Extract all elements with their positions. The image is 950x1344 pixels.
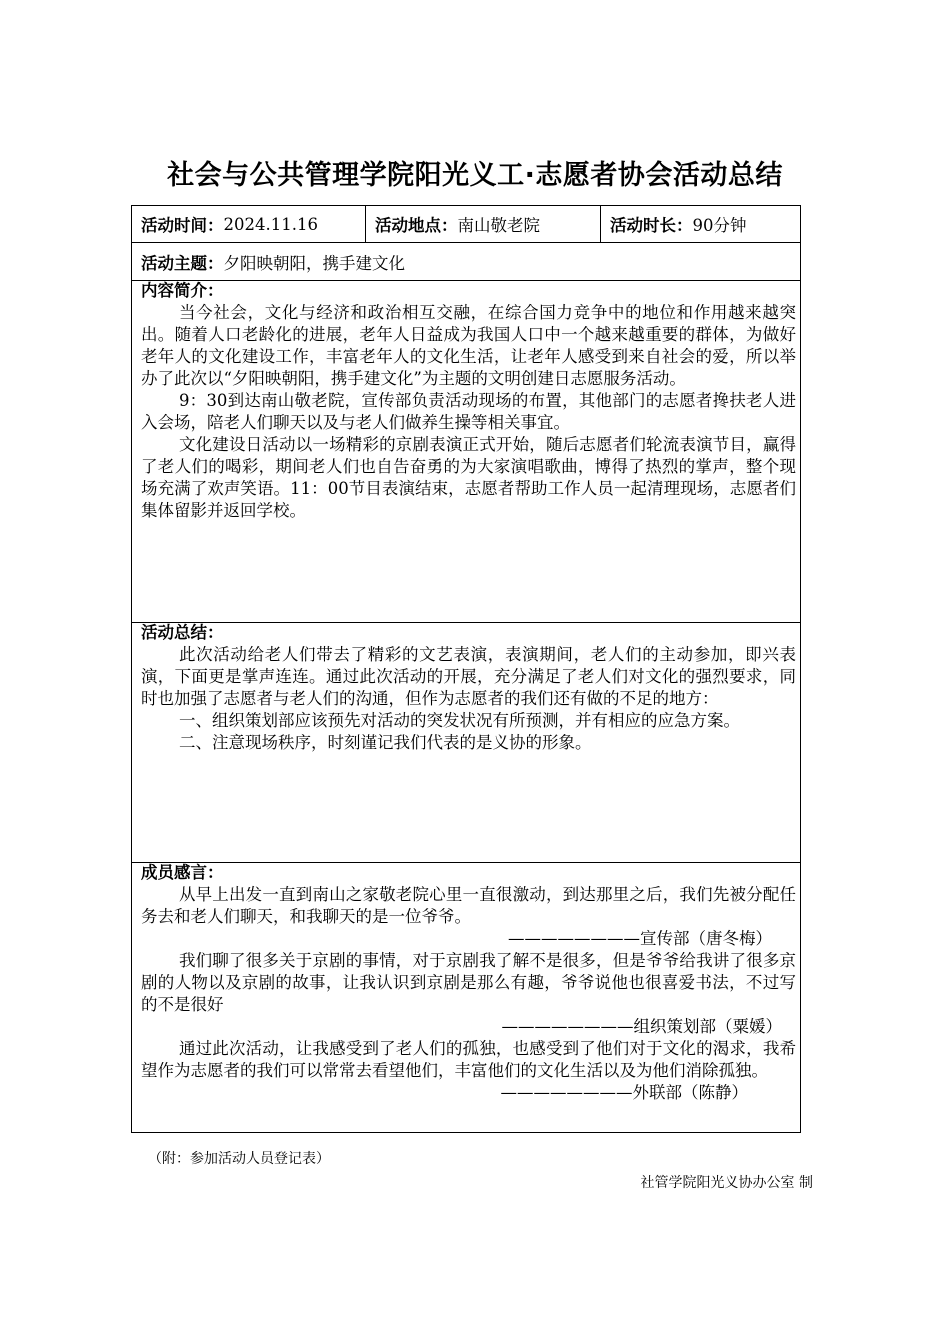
intro-paragraph: 文化建设日活动以一场精彩的京剧表演正式开始，随后志愿者们轮流表演节目，赢得了老人们的喝彩，期间老人们也自告奋勇的为大家演唱歌曲，博得了热烈的掌声，整个现场充满了欢声笑语。11：00节目表演结束，志愿者帮助工作人员一起清理现场，志愿者们集体留影并返回学校。: [141, 435, 796, 520]
intro-paragraph: 当今社会，文化与经济和政治相互交融，在综合国力竞争中的地位和作用越来越突出。随着人口老龄化的进展，老年人日益成为我国人口中一个越来越重要的群体，为做好老年人的文化建设工作，丰富老年人的文化生活，让老年人感受到来自社会的爱，所以举办了此次以“夕阳映朝阳，携手建文化”为主题的文明创建日志愿服务活动。: [141, 303, 796, 388]
theme-cell: [132, 243, 800, 280]
summary-paragraph: 一、组织策划部应该预先对活动的突发状况有所预测，并有相应的应急方案。: [178, 711, 740, 730]
summary-body: [141, 644, 796, 754]
reflection-text: 从早上出发一直到南山之家敬老院心里一直很激动，到达那里之后，我们先被分配任务去和老人们聊天，和我聊天的是一位爷爷。: [141, 885, 796, 926]
reflection-signature: ————————外联部（陈静）: [500, 1083, 748, 1102]
reflection-text: 我们聊了很多关于京剧的事情，对于京剧我了解不是很多，但是爷爷给我讲了很多京剧的人物以及京剧的故事，让我认识到京剧是那么有趣，爷爷说他也很喜爱书法，不过写的不是很好: [141, 951, 796, 1014]
summary-section: [132, 623, 800, 863]
theme-label: 活动主题：: [141, 253, 224, 273]
attachment-note: （附：参加活动人员登记表）: [148, 1151, 330, 1167]
maker-credit: 社管学院阳光义协办公室 制: [640, 1175, 813, 1191]
place-cell: [365, 206, 600, 242]
reflection-signature: ————————宣传部（唐冬梅）: [508, 929, 772, 948]
intro-paragraph: 9：30到达南山敬老院，宣传部负责活动现场的布置，其他部门的志愿者搀扶老人进入会场，陪老人们聊天以及与老人们做养生操等相关事宜。: [141, 391, 796, 432]
place-label: 活动地点：: [375, 216, 458, 235]
reflections-body: [141, 884, 796, 1104]
duration-cell: [600, 206, 800, 242]
time-value: 2024.11.16: [223, 214, 318, 234]
duration-value: 90分钟: [692, 216, 747, 235]
summary-paragraph: 二、注意现场秩序，时刻谨记我们代表的是义协的形象。: [178, 733, 592, 752]
intro-body: [141, 302, 796, 522]
reflections-section: [132, 863, 800, 1133]
activity-summary-form: [131, 205, 801, 1133]
theme-value: 夕阳映朝阳，携手建文化: [223, 253, 405, 273]
intro-label: 内容简介：: [141, 281, 224, 300]
time-cell: [132, 206, 365, 242]
page-title: 社会与公共管理学院阳光义工·志愿者协会活动总结: [167, 160, 783, 191]
summary-paragraph: 此次活动给老人们带去了精彩的文艺表演，表演期间，老人们的主动参加，即兴表演，下面更是掌声连连。通过此次活动的开展，充分满足了老人们对文化的强烈要求，同时也加强了志愿者与老人们的沟通，但作为志愿者的我们还有做的不足的地方：: [141, 645, 796, 708]
time-label: 活动时间：: [141, 216, 224, 235]
reflection-text: 通过此次活动，让我感受到了老人们的孤独，也感受到了他们对于文化的渴求，我希望作为志愿者的我们可以常常去看望他们，丰富他们的文化生活以及为他们消除孤独。: [141, 1039, 796, 1080]
summary-label: 活动总结：: [141, 623, 224, 642]
reflection-signature: ————————组织策划部（粟媛）: [501, 1017, 782, 1036]
info-row: [132, 206, 800, 243]
intro-section: [132, 281, 800, 623]
reflections-label: 成员感言：: [141, 863, 224, 882]
theme-row: [132, 243, 800, 281]
duration-label: 活动时长：: [610, 216, 693, 235]
place-value: 南山敬老院: [457, 216, 540, 235]
